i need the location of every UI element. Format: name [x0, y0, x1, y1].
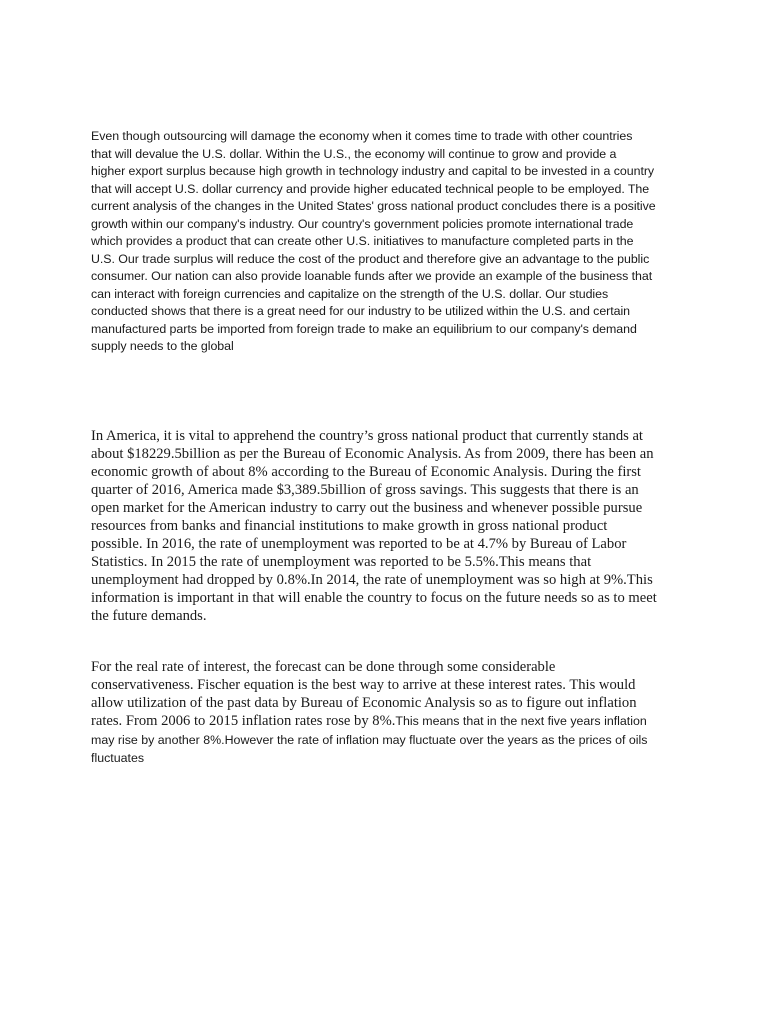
paragraph-real-interest-rate — [91, 658, 683, 768]
paragraph-real-interest-rate-sans-part: This means that in the next five years inflation may rise by another 8%.However the rate of inflation may fluctuate over the years as the prices of oils fluctuates — [91, 714, 648, 765]
paragraph-outsourcing: Even though outsourcing will damage the economy when it comes time to trade with other countries that will devalue the U.S. dollar. Within the U.S., the economy will continue to grow and provide a higher export surplus because high growth in technology industry and capital to be invested in a country that will accept U.S. dollar currency and provide higher educated technical people to be employed. The current analysis of the changes in the United States' gross national product concludes there is a positive growth within our company's industry. Our country's government policies promote international trade which provides a product that can create other U.S. initiatives to manufacture completed parts in the U.S. Our trade surplus will reduce the cost of the product and therefore give an advantage to the public consumer. Our nation can also provide loanable funds after we provide an example of the business that can interact with foreign currencies and capitalize on the strength of the U.S. dollar. Our studies conducted shows that there is a great need for our industry to be utilized within the U.S. and certain manufactured parts be imported from foreign trade to make an equilibrium to our company's demand supply needs to the global — [91, 129, 656, 353]
paragraph-real-interest-rate-serif-part: For the real rate of interest, the forecast can be done through some considerable conservativeness. Fischer equation is the best way to arrive at these interest rates. This would allow utilization of the past data by Bureau of Economic Analysis so as to figure out inflation rates. From 2006 to 2015 inflation rates rose by 8%. — [91, 659, 637, 729]
paragraph-gross-national-product: In America, it is vital to apprehend the country’s gross national product that currently stands at about $18229.5billion as per the Bureau of Economic Analysis. As from 2009, there has been an economic growth of about 8% according to the Bureau of Economic Analysis. During the first quarter of 2016, America made $3,389.5billion of gross savings. This suggests that there is an open market for the American industry to carry out the business and whenever possible pursue resources from banks and financial institutions to make growth in gross national product possible. In 2016, the rate of unemployment was reported to be at 4.7% by Bureau of Labor Statistics. In 2015 the rate of unemployment was reported to be 5.5%.This means that unemployment had dropped by 0.8%.In 2014, the rate of unemployment was so high at 9%.This information is important in that will enable the country to focus on the future needs so as to meet the future demands. — [91, 428, 657, 624]
